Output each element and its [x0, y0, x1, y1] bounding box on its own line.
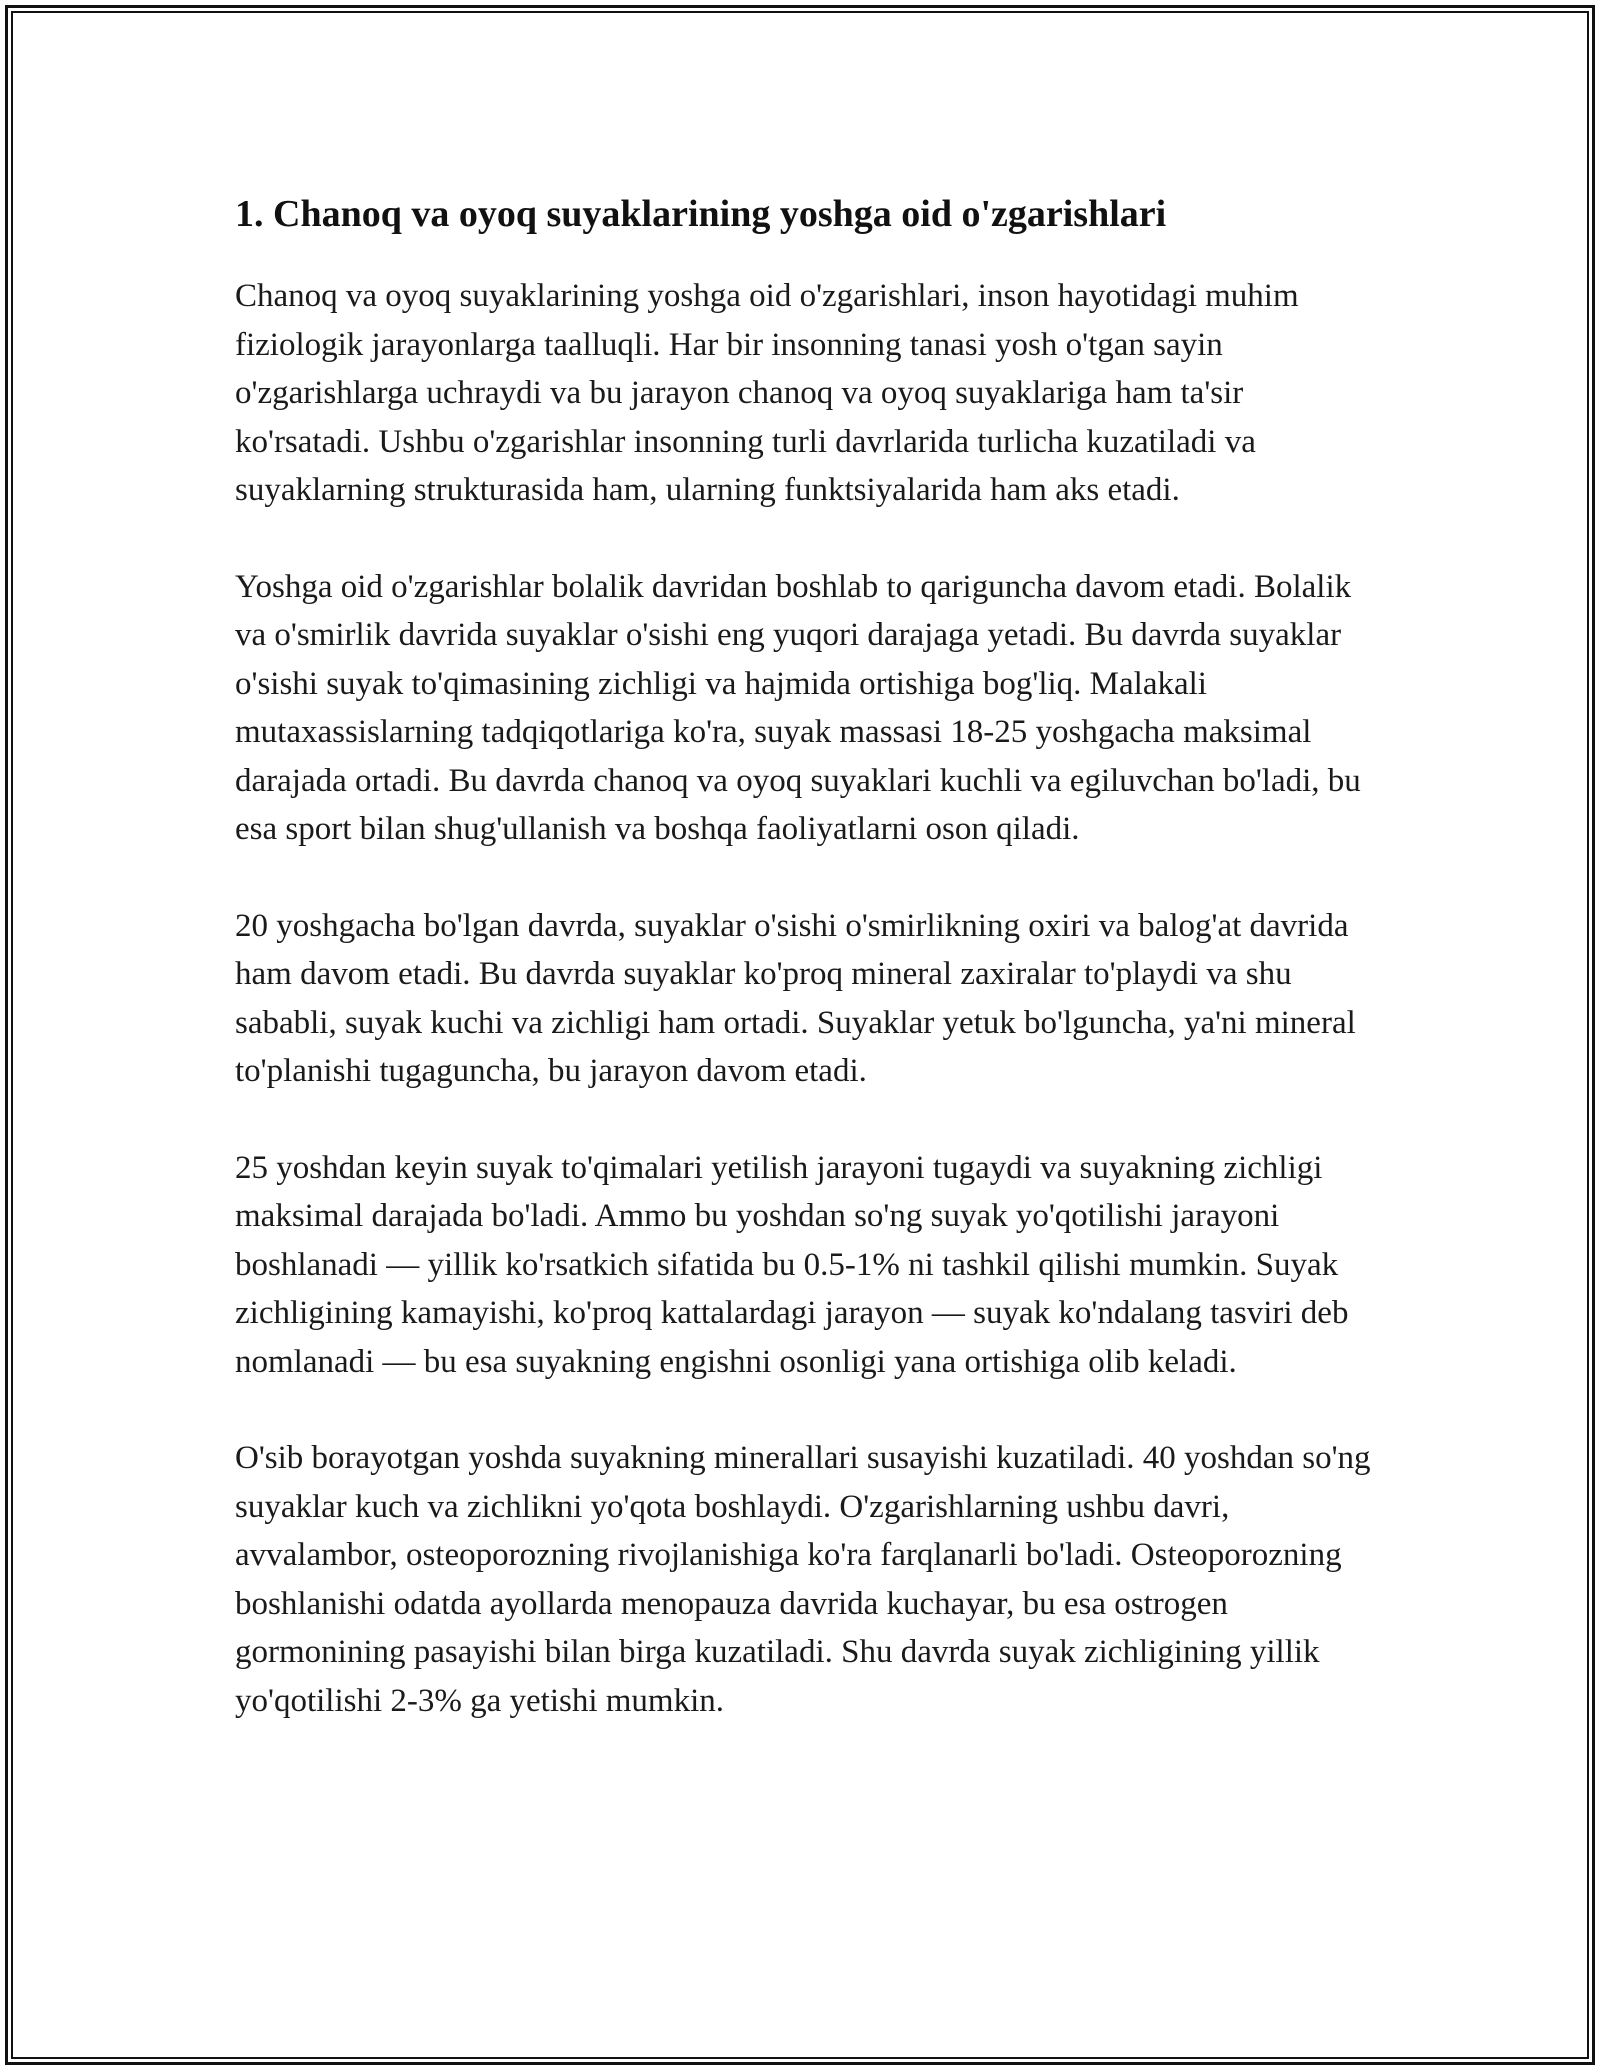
- paragraph-2: Yoshga oid o'zgarishlar bolalik davridan boshlab to qariguncha davom etadi. Bolalik va o'smirlik davrida suyaklar o'sishi eng yuqori darajaga yetadi. Bu davrda suyaklar o'sishi suyak to'qimasining zichligi va hajmida ortishiga bog'liq. Malakali mutaxassislarning tadqiqotlariga ko'ra, suyak massasi 18-25 yoshgacha maksimal darajada ortadi. Bu davrda chanoq va oyoq suyaklari kuchli va egiluvchan bo'ladi, bu esa sport bilan shug'ullanish va boshqa faoliyatlarni oson qiladi.: [235, 568, 1361, 847]
- document-title: 1. Chanoq va oyoq suyaklarining yoshga oid o'zgarishlari: [235, 193, 1167, 235]
- paragraph-5: O'sib borayotgan yoshda suyakning minerallari susayishi kuzatiladi. 40 yoshdan so'ng suyaklar kuch va zichlikni yo'qota boshlaydi. O'zgarishlarning ushbu davri, avvalambor, osteoporozning rivojlanishiga ko'ra farqlanarli bo'ladi. Osteoporozning boshlanishi odatda ayollarda menopauza davrida kuchayar, bu esa ostrogen gormonining pasayishi bilan birga kuzatiladi. Shu davrda suyak zichligining yillik yo'qotilishi 2-3% ga yetishi mumkin.: [235, 1440, 1371, 1719]
- paragraph-4: 25 yoshdan keyin suyak to'qimalari yetilish jarayoni tugaydi va suyakning zichligi maksimal darajada bo'ladi. Ammo bu yoshdan so'ng suyak yo'qotilishi jarayoni boshlanadi — yillik ko'rsatkich sifatida bu 0.5-1% ni tashkil qilishi mumkin. Suyak zichligining kamayishi, ko'proq kattalardagi jarayon — suyak ko'ndalang tasviri deb nomlanadi — bu esa suyakning engishni osonligi yana ortishiga olib keladi.: [235, 1149, 1349, 1380]
- document-body: [235, 186, 1375, 1773]
- paragraph-3: 20 yoshgacha bo'lgan davrda, suyaklar o'sishi o'smirlikning oxiri va balog'at davrida ham davom etadi. Bu davrda suyaklar ko'proq mineral zaxiralar to'playdi va shu sababli, suyak kuchi va zichligi ham ortadi. Suyaklar yetuk bo'lguncha, ya'ni mineral to'planishi tugaguncha, bu jarayon davom etadi.: [235, 907, 1356, 1089]
- paragraph-1: Chanoq va oyoq suyaklarining yoshga oid o'zgarishlari, inson hayotidagi muhim fiziologik jarayonlarga taalluqli. Har bir insonning tanasi yosh o'tgan sayin o'zgarishlarga uchraydi va bu jarayon chanoq va oyoq suyaklariga ham ta'sir ko'rsatadi. Ushbu o'zgarishlar insonning turli davrlarida turlicha kuzatiladi va suyaklarning strukturasida ham, ularning funktsiyalarida ham aks etadi.: [235, 278, 1299, 508]
